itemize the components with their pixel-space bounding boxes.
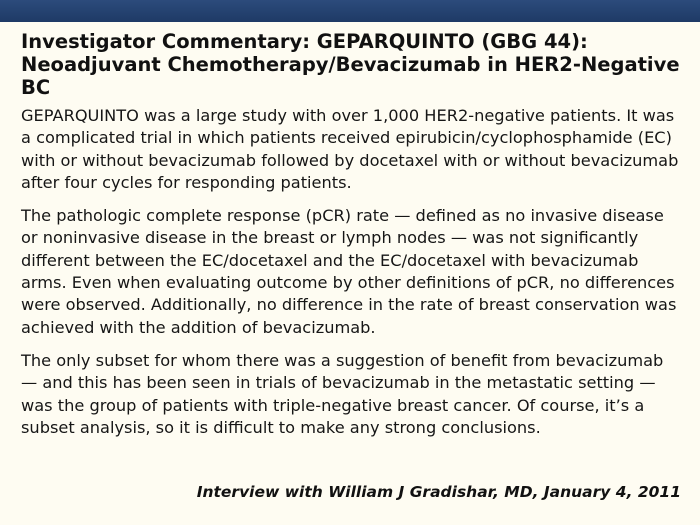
paragraph-pcr-results: The pathologic complete response (pCR) rate — defined as no invasive disease or noninvasive disease in the breast or lymph nodes — was not significantly different between the EC/docetaxel and the EC/docetaxel with bevacizumab arms. Even when evaluating outcome by other definitions of pCR, no differences were observed. Additionally, no difference in the rate of breast conservation was achieved with the addition of bevacizumab. <box>21 206 677 337</box>
paragraph-overview: GEPARQUINTO was a large study with over 1,000 HER2-negative patients. It was a complicated trial in which patients received epirubicin/cyclophosphamide (EC) with or without bevacizumab followed by docetaxel with or without bevacizumab after four cycles for responding patients. <box>21 106 679 192</box>
paragraph-subset-analysis: The only subset for whom there was a suggestion of benefit from bevacizumab — and this has been seen in trials of bevacizumab in the metastatic setting — was the group of patients with triple-negative breast cancer. Of course, it’s a subset analysis, so it is difficult to make any strong conclusions. <box>21 350 664 437</box>
header-bar <box>0 0 700 22</box>
slide-title: Investigator Commentary: GEPARQUINTO (GBG 44): Neoadjuvant Chemotherapy/Bevacizumab in HER2-Negative BC <box>21 30 680 99</box>
interview-attribution: Interview with William J Gradishar, MD, January 4, 2011 <box>196 483 681 501</box>
slide-body <box>21 30 681 439</box>
